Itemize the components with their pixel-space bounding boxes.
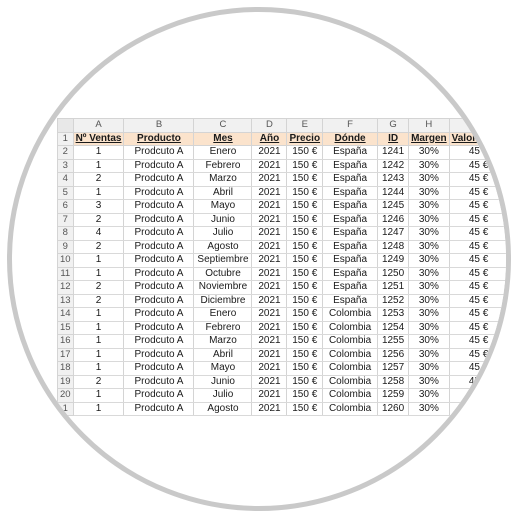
- ano-cell[interactable]: 2021: [252, 227, 287, 241]
- precio-cell[interactable]: 150 €: [287, 321, 323, 335]
- donde-cell[interactable]: Colombia: [323, 308, 378, 322]
- id-cell[interactable]: 1258: [378, 375, 409, 389]
- producto-cell[interactable]: Prodcuto A: [124, 389, 194, 403]
- header-cell-producto[interactable]: Producto: [124, 132, 194, 146]
- id-cell[interactable]: 1257: [378, 362, 409, 376]
- mes-cell[interactable]: Mayo: [194, 200, 252, 214]
- donde-cell[interactable]: España: [323, 281, 378, 295]
- producto-cell[interactable]: Prodcuto A: [124, 146, 194, 160]
- margen-cell[interactable]: 30%: [409, 254, 450, 268]
- margen-cell[interactable]: 30%: [409, 294, 450, 308]
- column-header[interactable]: C: [194, 119, 252, 133]
- margen-cell[interactable]: 30%: [409, 335, 450, 349]
- id-cell[interactable]: 1244: [378, 186, 409, 200]
- id-cell[interactable]: 1250: [378, 267, 409, 281]
- producto-cell[interactable]: Prodcuto A: [124, 321, 194, 335]
- margen-cell[interactable]: 30%: [409, 389, 450, 403]
- table-row: [58, 281, 509, 295]
- margen-cell[interactable]: 30%: [409, 402, 450, 416]
- header-cell-ventas[interactable]: Nº Ventas: [73, 132, 124, 146]
- ano-cell[interactable]: 2021: [252, 267, 287, 281]
- ano-cell[interactable]: 2021: [252, 321, 287, 335]
- valor-marg-cell[interactable]: 45 €: [449, 146, 508, 160]
- donde-cell[interactable]: España: [323, 173, 378, 187]
- donde-cell[interactable]: España: [323, 159, 378, 173]
- table-row: [58, 146, 509, 160]
- ano-cell[interactable]: 2021: [252, 281, 287, 295]
- header-cell-ano[interactable]: Año: [252, 132, 287, 146]
- id-cell[interactable]: 1260: [378, 402, 409, 416]
- ano-cell[interactable]: 2021: [252, 186, 287, 200]
- ventas-cell[interactable]: 1: [73, 402, 124, 416]
- producto-cell[interactable]: Prodcuto A: [124, 173, 194, 187]
- donde-cell[interactable]: Colombia: [323, 389, 378, 403]
- ano-cell[interactable]: 2021: [252, 362, 287, 376]
- row-number[interactable]: 15: [58, 321, 74, 335]
- producto-cell[interactable]: Prodcuto A: [124, 200, 194, 214]
- row-number[interactable]: 20: [58, 389, 74, 403]
- mes-cell[interactable]: Febrero: [194, 321, 252, 335]
- table-row: [58, 335, 509, 349]
- table-row: [58, 254, 509, 268]
- id-cell[interactable]: 1241: [378, 146, 409, 160]
- ano-cell[interactable]: 2021: [252, 200, 287, 214]
- table-row: [58, 348, 509, 362]
- table-row: [58, 267, 509, 281]
- spreadsheet: [57, 118, 511, 416]
- row-number[interactable]: 6: [58, 200, 74, 214]
- margen-cell[interactable]: 30%: [409, 213, 450, 227]
- row-number[interactable]: 3: [58, 159, 74, 173]
- precio-cell[interactable]: 150 €: [287, 159, 323, 173]
- row-number[interactable]: 9: [58, 240, 74, 254]
- row-number[interactable]: 7: [58, 213, 74, 227]
- margen-cell[interactable]: 30%: [409, 146, 450, 160]
- valor-marg-cell[interactable]: 45 €: [449, 240, 508, 254]
- ventas-cell[interactable]: 2: [73, 240, 124, 254]
- id-cell[interactable]: 1254: [378, 321, 409, 335]
- mes-cell[interactable]: Mayo: [194, 362, 252, 376]
- column-header[interactable]: I: [449, 119, 508, 133]
- ventas-cell[interactable]: 1: [73, 146, 124, 160]
- row-number[interactable]: 4: [58, 173, 74, 187]
- mes-cell[interactable]: Abril: [194, 348, 252, 362]
- margen-cell[interactable]: 30%: [409, 186, 450, 200]
- valor-marg-cell[interactable]: 45 €: [449, 308, 508, 322]
- mes-cell[interactable]: Diciembre: [194, 294, 252, 308]
- producto-cell[interactable]: Prodcuto A: [124, 254, 194, 268]
- producto-cell[interactable]: Prodcuto A: [124, 335, 194, 349]
- table-row: [58, 173, 509, 187]
- ventas-cell[interactable]: 1: [73, 308, 124, 322]
- id-cell[interactable]: 1246: [378, 213, 409, 227]
- precio-cell[interactable]: 150 €: [287, 362, 323, 376]
- id-cell[interactable]: 1245: [378, 200, 409, 214]
- ano-cell[interactable]: 2021: [252, 294, 287, 308]
- precio-cell[interactable]: 150 €: [287, 402, 323, 416]
- row-number[interactable]: 14: [58, 308, 74, 322]
- row-number[interactable]: 2: [58, 146, 74, 160]
- spreadsheet-grid: [57, 118, 509, 416]
- table-row: [58, 362, 509, 376]
- header-cell-mes[interactable]: Mes: [194, 132, 252, 146]
- donde-cell[interactable]: Colombia: [323, 335, 378, 349]
- id-cell[interactable]: 1242: [378, 159, 409, 173]
- table-row: [58, 213, 509, 227]
- valor-marg-cell[interactable]: 45 €: [449, 186, 508, 200]
- row-number[interactable]: 13: [58, 294, 74, 308]
- table-row: [58, 186, 509, 200]
- ventas-cell[interactable]: 1: [73, 186, 124, 200]
- column-header[interactable]: F: [323, 119, 378, 133]
- ano-cell[interactable]: 2021: [252, 375, 287, 389]
- margen-cell[interactable]: 30%: [409, 227, 450, 241]
- ano-cell[interactable]: 2021: [252, 240, 287, 254]
- mes-cell[interactable]: Julio: [194, 389, 252, 403]
- precio-cell[interactable]: 150 €: [287, 200, 323, 214]
- row-number[interactable]: 16: [58, 335, 74, 349]
- producto-cell[interactable]: Prodcuto A: [124, 267, 194, 281]
- id-cell[interactable]: 1252: [378, 294, 409, 308]
- row-number[interactable]: 19: [58, 375, 74, 389]
- precio-cell[interactable]: 150 €: [287, 294, 323, 308]
- row-number[interactable]: 8: [58, 227, 74, 241]
- donde-cell[interactable]: España: [323, 186, 378, 200]
- margen-cell[interactable]: 30%: [409, 159, 450, 173]
- mes-cell[interactable]: Enero: [194, 146, 252, 160]
- ventas-cell[interactable]: 1: [73, 362, 124, 376]
- ano-cell[interactable]: 2021: [252, 159, 287, 173]
- ventas-cell[interactable]: 1: [73, 389, 124, 403]
- row-number[interactable]: 5: [58, 186, 74, 200]
- ano-cell[interactable]: 2021: [252, 254, 287, 268]
- id-cell[interactable]: 1248: [378, 240, 409, 254]
- mes-cell[interactable]: Enero: [194, 308, 252, 322]
- precio-cell[interactable]: 150 €: [287, 389, 323, 403]
- valor-marg-cell[interactable]: 45 €: [449, 254, 508, 268]
- precio-cell[interactable]: 150 €: [287, 254, 323, 268]
- margen-cell[interactable]: 30%: [409, 281, 450, 295]
- producto-cell[interactable]: Prodcuto A: [124, 308, 194, 322]
- producto-cell[interactable]: Prodcuto A: [124, 294, 194, 308]
- valor-marg-cell[interactable]: 45 €: [449, 227, 508, 241]
- valor-marg-cell[interactable]: 45 €: [449, 159, 508, 173]
- table-row: [58, 389, 509, 403]
- header-cell-donde[interactable]: Dónde: [323, 132, 378, 146]
- donde-cell[interactable]: España: [323, 146, 378, 160]
- valor-marg-cell[interactable]: 45 €: [449, 213, 508, 227]
- producto-cell[interactable]: Prodcuto A: [124, 362, 194, 376]
- margen-cell[interactable]: 30%: [409, 321, 450, 335]
- producto-cell[interactable]: Prodcuto A: [124, 281, 194, 295]
- ventas-cell[interactable]: 1: [73, 348, 124, 362]
- header-cell-margen[interactable]: Margen: [409, 132, 450, 146]
- table-row: [58, 240, 509, 254]
- mes-cell[interactable]: Julio: [194, 227, 252, 241]
- select-all-corner[interactable]: [58, 119, 74, 133]
- margen-cell[interactable]: 30%: [409, 240, 450, 254]
- valor-marg-cell[interactable]: 45 €: [449, 321, 508, 335]
- ventas-cell[interactable]: 3: [73, 200, 124, 214]
- row-number[interactable]: 18: [58, 362, 74, 376]
- row-number[interactable]: 1: [58, 132, 74, 146]
- mes-cell[interactable]: Agosto: [194, 402, 252, 416]
- ventas-cell[interactable]: 1: [73, 254, 124, 268]
- precio-cell[interactable]: 150 €: [287, 240, 323, 254]
- producto-cell[interactable]: Prodcuto A: [124, 159, 194, 173]
- donde-cell[interactable]: España: [323, 200, 378, 214]
- ventas-cell[interactable]: 1: [73, 321, 124, 335]
- producto-cell[interactable]: Prodcuto A: [124, 348, 194, 362]
- valor-marg-cell[interactable]: 45 €: [449, 173, 508, 187]
- table-row: [58, 294, 509, 308]
- mes-cell[interactable]: Agosto: [194, 240, 252, 254]
- ano-cell[interactable]: 2021: [252, 402, 287, 416]
- margen-cell[interactable]: 30%: [409, 362, 450, 376]
- margen-cell[interactable]: 30%: [409, 375, 450, 389]
- precio-cell[interactable]: 150 €: [287, 227, 323, 241]
- precio-cell[interactable]: 150 €: [287, 186, 323, 200]
- producto-cell[interactable]: Prodcuto A: [124, 186, 194, 200]
- producto-cell[interactable]: Prodcuto A: [124, 227, 194, 241]
- donde-cell[interactable]: Colombia: [323, 362, 378, 376]
- id-cell[interactable]: 1259: [378, 389, 409, 403]
- mes-cell[interactable]: Septiembre: [194, 254, 252, 268]
- row-number[interactable]: 11: [58, 267, 74, 281]
- table-row: [58, 321, 509, 335]
- column-header[interactable]: B: [124, 119, 194, 133]
- valor-marg-cell[interactable]: 45 €: [449, 281, 508, 295]
- ventas-cell[interactable]: 1: [73, 267, 124, 281]
- precio-cell[interactable]: 150 €: [287, 173, 323, 187]
- id-cell[interactable]: 1256: [378, 348, 409, 362]
- mes-cell[interactable]: Junio: [194, 375, 252, 389]
- ano-cell[interactable]: 2021: [252, 348, 287, 362]
- table-row: [58, 159, 509, 173]
- mes-cell[interactable]: Octubre: [194, 267, 252, 281]
- table-row: [58, 402, 509, 416]
- margen-cell[interactable]: 30%: [409, 348, 450, 362]
- column-header[interactable]: H: [409, 119, 450, 133]
- precio-cell[interactable]: 150 €: [287, 267, 323, 281]
- margen-cell[interactable]: 30%: [409, 173, 450, 187]
- precio-cell[interactable]: 150 €: [287, 348, 323, 362]
- ano-cell[interactable]: 2021: [252, 173, 287, 187]
- column-header[interactable]: D: [252, 119, 287, 133]
- valor-marg-cell[interactable]: 45 €: [449, 294, 508, 308]
- ventas-cell[interactable]: 2: [73, 281, 124, 295]
- precio-cell[interactable]: 150 €: [287, 375, 323, 389]
- mes-cell[interactable]: Junio: [194, 213, 252, 227]
- donde-cell[interactable]: Colombia: [323, 348, 378, 362]
- ano-cell[interactable]: 2021: [252, 213, 287, 227]
- producto-cell[interactable]: Prodcuto A: [124, 375, 194, 389]
- ano-cell[interactable]: 2021: [252, 389, 287, 403]
- header-cell-id[interactable]: ID: [378, 132, 409, 146]
- header-cell-valor-marg[interactable]: Valor Marg.: [449, 132, 508, 146]
- circular-frame: [7, 7, 511, 511]
- header-row: [58, 132, 509, 146]
- valor-marg-cell[interactable]: 45 €: [449, 335, 508, 349]
- donde-cell[interactable]: Colombia: [323, 321, 378, 335]
- ventas-cell[interactable]: 4: [73, 227, 124, 241]
- id-cell[interactable]: 1255: [378, 335, 409, 349]
- valor-marg-cell[interactable]: 45 €: [449, 402, 508, 416]
- ventas-cell[interactable]: 2: [73, 294, 124, 308]
- valor-marg-cell[interactable]: 45 €: [449, 362, 508, 376]
- margen-cell[interactable]: 30%: [409, 267, 450, 281]
- donde-cell[interactable]: España: [323, 213, 378, 227]
- margen-cell[interactable]: 30%: [409, 308, 450, 322]
- mes-cell[interactable]: Marzo: [194, 173, 252, 187]
- precio-cell[interactable]: 150 €: [287, 146, 323, 160]
- precio-cell[interactable]: 150 €: [287, 281, 323, 295]
- table-row: [58, 308, 509, 322]
- column-header[interactable]: A: [73, 119, 124, 133]
- valor-marg-cell[interactable]: 45 €: [449, 375, 508, 389]
- id-cell[interactable]: 1251: [378, 281, 409, 295]
- margen-cell[interactable]: 30%: [409, 200, 450, 214]
- valor-marg-cell[interactable]: 45 €: [449, 200, 508, 214]
- donde-cell[interactable]: España: [323, 227, 378, 241]
- table-row: [58, 375, 509, 389]
- row-number[interactable]: 12: [58, 281, 74, 295]
- ventas-cell[interactable]: 1: [73, 159, 124, 173]
- row-number[interactable]: 10: [58, 254, 74, 268]
- donde-cell[interactable]: España: [323, 254, 378, 268]
- column-header[interactable]: E: [287, 119, 323, 133]
- precio-cell[interactable]: 150 €: [287, 213, 323, 227]
- ano-cell[interactable]: 2021: [252, 335, 287, 349]
- table-row: [58, 200, 509, 214]
- ano-cell[interactable]: 2021: [252, 146, 287, 160]
- mes-cell[interactable]: Noviembre: [194, 281, 252, 295]
- producto-cell[interactable]: Prodcuto A: [124, 402, 194, 416]
- precio-cell[interactable]: 150 €: [287, 308, 323, 322]
- valor-marg-cell[interactable]: 45 €: [449, 267, 508, 281]
- column-header[interactable]: G: [378, 119, 409, 133]
- row-number[interactable]: 17: [58, 348, 74, 362]
- producto-cell[interactable]: Prodcuto A: [124, 213, 194, 227]
- id-cell[interactable]: 1249: [378, 254, 409, 268]
- precio-cell[interactable]: 150 €: [287, 335, 323, 349]
- id-cell[interactable]: 1253: [378, 308, 409, 322]
- ano-cell[interactable]: 2021: [252, 308, 287, 322]
- ventas-cell[interactable]: 2: [73, 213, 124, 227]
- table-row: [58, 227, 509, 241]
- donde-cell[interactable]: Colombia: [323, 402, 378, 416]
- ventas-cell[interactable]: 2: [73, 375, 124, 389]
- ventas-cell[interactable]: 2: [73, 173, 124, 187]
- id-cell[interactable]: 1247: [378, 227, 409, 241]
- producto-cell[interactable]: Prodcuto A: [124, 240, 194, 254]
- header-cell-precio[interactable]: Precio: [287, 132, 323, 146]
- ventas-cell[interactable]: 1: [73, 335, 124, 349]
- mes-cell[interactable]: Abril: [194, 186, 252, 200]
- donde-cell[interactable]: España: [323, 240, 378, 254]
- column-letters-row: [58, 119, 509, 133]
- mes-cell[interactable]: Febrero: [194, 159, 252, 173]
- valor-marg-cell[interactable]: 45 €: [449, 389, 508, 403]
- donde-cell[interactable]: Colombia: [323, 375, 378, 389]
- donde-cell[interactable]: España: [323, 267, 378, 281]
- id-cell[interactable]: 1243: [378, 173, 409, 187]
- mes-cell[interactable]: Marzo: [194, 335, 252, 349]
- valor-marg-cell[interactable]: 45 €: [449, 348, 508, 362]
- row-number[interactable]: 1: [58, 402, 74, 416]
- donde-cell[interactable]: España: [323, 294, 378, 308]
